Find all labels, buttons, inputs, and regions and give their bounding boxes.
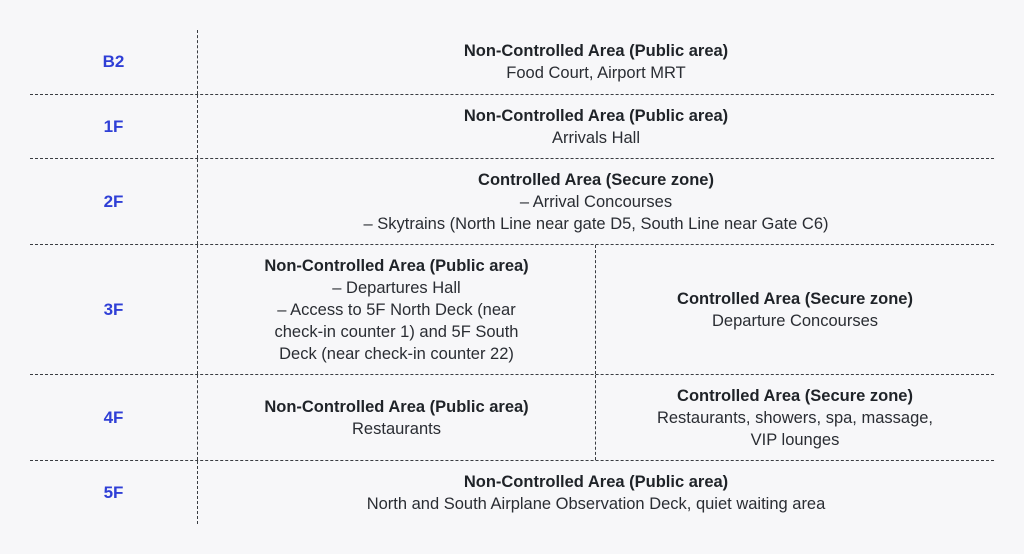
zone-line: – Access to 5F North Deck (near bbox=[277, 300, 516, 319]
table-row bbox=[30, 30, 994, 95]
zone-cell bbox=[198, 159, 994, 244]
table-row bbox=[30, 461, 994, 524]
zone-line: Food Court, Airport MRT bbox=[506, 64, 686, 82]
table-row bbox=[30, 95, 994, 159]
zone-line: North and South Airplane Observation Deck, quiet waiting area bbox=[366, 494, 826, 513]
floor-zone-table bbox=[30, 30, 994, 524]
table-row bbox=[30, 159, 994, 245]
zone-title: Non-Controlled Area (Public area) bbox=[463, 106, 729, 125]
zone-title: Non-Controlled Area (Public area) bbox=[264, 397, 529, 416]
floor-label: 5F bbox=[30, 461, 198, 524]
zone-line: check-in counter 1) and 5F South bbox=[274, 322, 519, 341]
zone-line: Restaurants, showers, spa, massage, bbox=[656, 408, 934, 427]
zone-line: Departure Concourses bbox=[712, 311, 878, 330]
zone-cell bbox=[596, 245, 994, 374]
table-row bbox=[30, 245, 994, 375]
zone-title: Non-Controlled Area (Public area) bbox=[463, 472, 729, 491]
zone-line: Restaurants bbox=[352, 419, 441, 438]
zone-cell bbox=[198, 375, 596, 460]
zone-title: Non-Controlled Area (Public area) bbox=[264, 256, 529, 275]
zone-title: Controlled Area (Secure zone) bbox=[478, 170, 714, 189]
zone-line: – Departures Hall bbox=[332, 278, 461, 297]
zone-line: – Skytrains (North Line near gate D5, South Line near Gate C6) bbox=[363, 214, 829, 233]
floor-label: 1F bbox=[30, 95, 198, 158]
zone-cell bbox=[198, 461, 994, 524]
zone-title: Controlled Area (Secure zone) bbox=[677, 289, 913, 308]
floor-label: B2 bbox=[30, 30, 198, 94]
zone-cell bbox=[198, 30, 994, 94]
zone-line: Arrivals Hall bbox=[551, 128, 640, 147]
floor-label: 3F bbox=[30, 245, 198, 374]
zone-line: Deck (near check-in counter 22) bbox=[279, 344, 514, 363]
floor-label: 4F bbox=[30, 375, 198, 460]
zone-cell bbox=[596, 375, 994, 460]
zone-line: – Arrival Concourses bbox=[519, 192, 673, 211]
zone-line: VIP lounges bbox=[750, 430, 840, 449]
zone-title: Controlled Area (Secure zone) bbox=[677, 386, 913, 405]
zone-cell bbox=[198, 245, 596, 374]
zone-cell bbox=[198, 95, 994, 158]
zone-title: Non-Controlled Area (Public area) bbox=[463, 42, 729, 60]
table-row bbox=[30, 375, 994, 461]
floor-label: 2F bbox=[30, 159, 198, 244]
